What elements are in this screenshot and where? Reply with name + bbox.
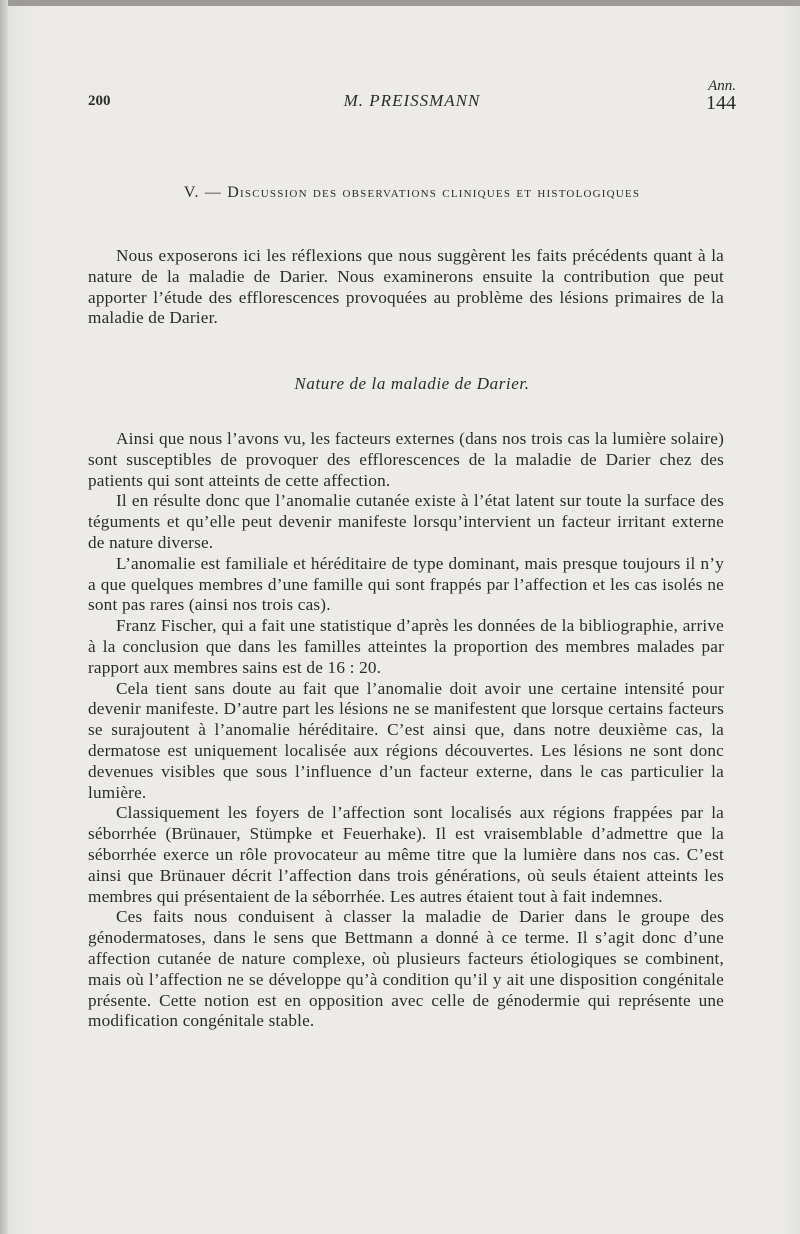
journal-abbrev: Ann. <box>708 78 736 94</box>
paragraph: Ces faits nous conduisent à classer la maladie de Darier dans le groupe des génodermatoses, dans le sens que Bettmann a donné à ce terme. Il s’agit donc d’une affection cutanée de nature complexe, où plusieurs facteurs étiologiques se combinent, mais où l’affection ne se développe qu’à condition qu’il y ait une disposition congénitale présente. Cette notion est en opposition avec celle de génodermie qui représente une modification congénitale stable. <box>88 907 724 1031</box>
page-binding-edge <box>0 0 8 1234</box>
paragraph: L’anomalie est familiale et héréditaire de type dominant, mais presque toujours il n’y a que quelques membres d’une famille qui sont frappés par l’affection et les cas isolés ne sont pas rares (ainsi nos trois cas). <box>88 553 724 615</box>
paragraph: Classiquement les foyers de l’affection sont localisés aux régions frappées par la séborrhée (Brünauer, Stümpke et Feuerhake). Il est vraisemblable d’admettre que la séborrhée exerce un rôle provocateur au même titre que la lumière dans nos cas. C’est ainsi que Brünauer décrit l’affection dans trois générations, où seuls étaient atteints les membres qui présentaient de la séborrhée. Les autres étaient tout à fait indemnes. <box>88 803 724 906</box>
running-head <box>88 78 736 118</box>
page-number: 200 <box>88 93 111 109</box>
main-text <box>88 429 724 1032</box>
journal-reference <box>706 78 736 112</box>
paragraph: Cela tient sans doute au fait que l’anomalie doit avoir une certaine intensité pour devenir manifeste. D’autre part les lésions ne se manifestent que lorsque certains facteurs se surajoutent à l’anomalie héréditaire. C’est ainsi que, dans notre deuxième cas, la dermatose est uniquement localisée aux régions découvertes. Les lésions ne sont donc devenues visibles que sous l’influence d’un facteur externe, dans le cas particulier la lumière. <box>88 678 724 802</box>
paragraph: Il en résulte donc que l’anomalie cutanée existe à l’état latent sur toute la surface des téguments et qu’elle peut devenir manifeste lorsqu’intervient un facteur irritant externe de nature diverse. <box>88 491 724 552</box>
journal-volume: 144 <box>706 92 736 114</box>
intro-text <box>88 246 724 329</box>
paragraph: Ainsi que nous l’avons vu, les facteurs externes (dans nos trois cas la lumière solaire) sont susceptibles de provoquer des efflorescences de la maladie de Darier chez des patients qui sont atteints de cette affection. <box>88 429 724 490</box>
running-head-author: M. PREISSMANN <box>343 91 481 110</box>
paragraph: Franz Fischer, qui a fait une statistique d’après les données de la bibliographie, arrive à la conclusion que dans les familles atteintes la proportion des membres malades par rapport aux membres sains est de 16 : 20. <box>88 616 724 677</box>
paragraph: Nous exposerons ici les réflexions que nous suggèrent les faits précédents quant à la nature de la maladie de Darier. Nous examinerons ensuite la contribution que peut apporter l’étude des efflorescences provoquées au problème des lésions primaires de la maladie de Darier. <box>88 246 724 328</box>
page-top-edge <box>0 0 800 6</box>
subsection-title: Nature de la maladie de Darier. <box>294 374 530 393</box>
section-title: V. — Discussion des observations cliniques et histologiques <box>183 184 641 201</box>
